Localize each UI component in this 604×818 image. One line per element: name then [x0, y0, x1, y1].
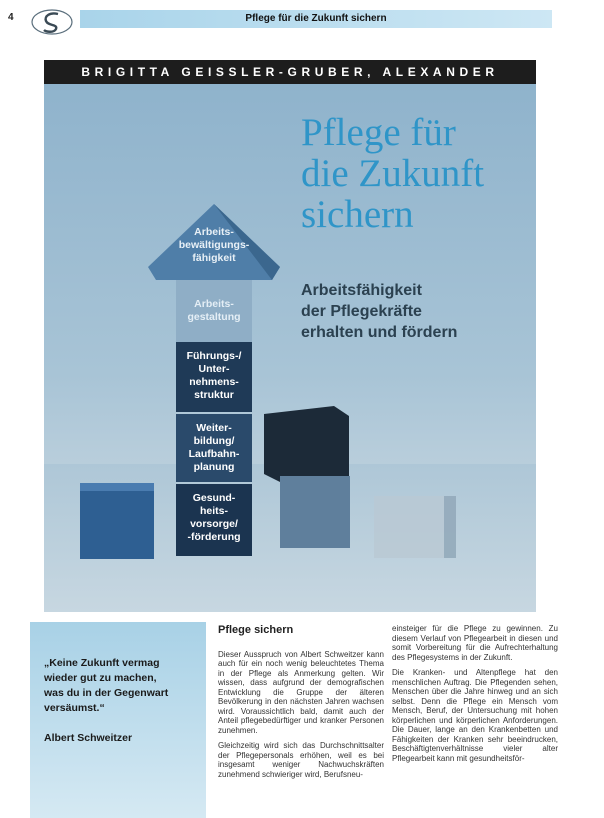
right-mid-cube	[280, 476, 350, 548]
gesundheit-label	[176, 492, 252, 544]
subtitle-line: erhalten und fördern	[301, 324, 458, 341]
label-line: Arbeits-	[194, 298, 234, 310]
page-header	[0, 8, 604, 30]
quote-line: „Keine Zukunft vermag	[44, 657, 160, 669]
label-line: Gesund-	[192, 492, 236, 504]
label-line: Unter-	[198, 363, 230, 375]
body-paragraph: einsteiger für die Pflege zu gewinnen. Zu diesem Verlauf von Pflegearbeit in diesen und somit Vorbereitung für die Aufrechterhaltung des Pflegesystems in der Zukunft.	[392, 624, 558, 662]
quote-line: wieder gut zu machen,	[44, 672, 157, 684]
label-line: planung	[193, 461, 235, 473]
body-paragraph: Die Kranken- und Altenpflege hat den menschlichen Auftrag. Die Pflegenden sehen, Menschen über die Jahre hinweg und an sich selbst. Denn die Pflege ein Mensch vom Mensch, Beruf, der Untersuchung mit hohen körperlichen und körperlichen Anforderungen. Die Dauer, lange an den Krankenbetten und Fähigkeiten der Kranken sehr beeindrucken, Beschäftigtenverhältnisse vieler alter Pflegearbeit kann mit gesundheitsför-	[392, 668, 558, 763]
section-heading: Pflege sichern	[218, 624, 294, 636]
label-line: struktur	[194, 389, 234, 401]
quote-text	[44, 656, 204, 716]
cover-photo	[44, 84, 536, 612]
body-paragraph: Dieser Ausspruch von Albert Schweitzer kann auch für ein noch wenig beleuchtetes Thema in der Pflege als Anmerkung gelten. Wir wissen, dass aufgrund der demografischen Entwicklung die Gruppe der älteren Bevölkerung in den nächsten Jahren wachsen wird. Voraussichtlich bald, damit auch der Anteil pflegebedürftiger und kranker Personen zunehmen.	[218, 649, 384, 735]
fuehrung-label	[176, 350, 252, 402]
label-line: Laufbahn-	[188, 448, 240, 460]
page-logo-icon	[28, 8, 76, 36]
quote-author: Albert Schweitzer	[44, 732, 133, 744]
article-subtitle	[301, 280, 457, 343]
subtitle-line: Arbeitsfähigkeit	[301, 282, 422, 299]
weiterbildung-label	[176, 422, 252, 474]
label-line: nehmens-	[189, 376, 239, 388]
title-line: die Zukunft	[301, 152, 485, 195]
label-line: fähigkeit	[192, 252, 236, 264]
roof-label	[162, 226, 266, 265]
page-number: 4	[8, 12, 14, 23]
label-line: Weiter-	[196, 422, 232, 434]
label-line: gestaltung	[187, 311, 241, 323]
label-line: heits-	[199, 505, 228, 517]
left-cube	[80, 483, 154, 559]
body-column-2	[392, 624, 558, 769]
label-line: Arbeits-	[194, 226, 234, 238]
quote-line: was du in der Gegenwart	[44, 687, 169, 699]
label-line: vorsorge/	[190, 518, 238, 530]
quote-sidebar	[30, 622, 206, 818]
body-paragraph: Gleichzeitig wird sich das Durchschnittsalter der Pflegepersonals erhöhen, weil es bei insgesamt weniger Nachwuchskräften zunehmend schwieriger wird, Berufsneu-	[218, 741, 384, 779]
title-line: Pflege für	[301, 111, 456, 154]
title-line: sichern	[301, 193, 414, 236]
author-bar: BRIGITTA GEISSLER-GRUBER, ALEXANDER	[44, 60, 536, 84]
subtitle-line: der Pflegekräfte	[301, 303, 422, 320]
gestaltung-label	[176, 298, 252, 324]
article-title	[301, 112, 484, 235]
running-head: Pflege für die Zukunft sichern	[245, 13, 387, 24]
label-line: bewältigungs-	[178, 239, 250, 251]
quote-line: versäumst.“	[44, 702, 105, 714]
glass-cube	[374, 496, 456, 558]
label-line: bildung/	[193, 435, 235, 447]
label-line: -förderung	[187, 531, 241, 543]
label-line: Führungs-/	[186, 350, 242, 362]
body-column-1	[218, 626, 384, 785]
right-dark-cube	[264, 406, 349, 482]
